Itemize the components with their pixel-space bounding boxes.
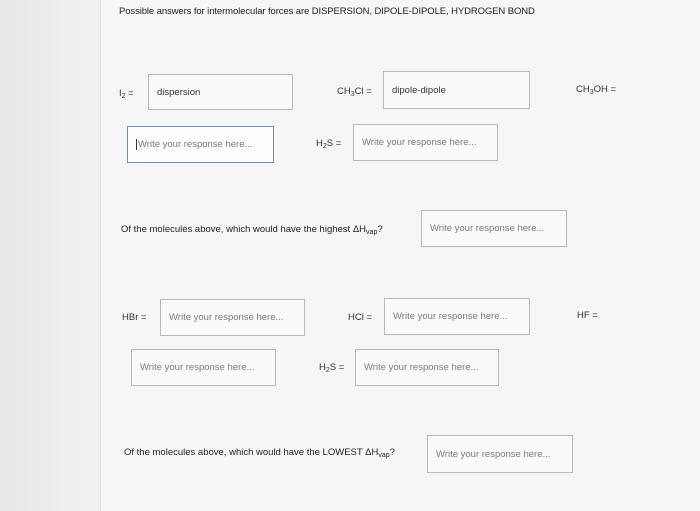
ch3cl-answer-field[interactable]: dipole-dipole [383, 71, 530, 109]
h2s-2-label: $H_2S$ = [319, 362, 345, 374]
i2-answer-field[interactable]: dispersion [148, 74, 293, 110]
hbr-answer-field[interactable]: Write your response here... [160, 299, 305, 336]
lowest-dhvap-answer-field[interactable]: Write your response here... [427, 435, 573, 473]
text-caret [136, 139, 137, 150]
hf-answer-field[interactable]: Write your response here... [131, 349, 276, 386]
h2s-answer-field[interactable]: Write your response here... [353, 124, 498, 161]
hcl-label: HCl = [348, 312, 373, 323]
hbr-label: HBr = [122, 312, 147, 323]
ch3oh-answer-field[interactable] [127, 126, 274, 163]
left-margin [0, 0, 100, 511]
hcl-answer-field[interactable]: Write your response here... [384, 298, 530, 335]
ch3oh-answer-placeholder: Write your response here... [138, 139, 253, 150]
instructions: Possible answers for intermolecular forces are DISPERSION, DIPOLE-DIPOLE, HYDROGEN BOND [119, 6, 535, 17]
ch3cl-label: $CH_3Cl$ = [337, 86, 372, 98]
highest-dhvap-answer-field[interactable]: Write your response here... [421, 210, 567, 247]
ch3oh-label: $CH_3OH$ = [576, 84, 617, 96]
h2s-label: $H_2S$ = [316, 138, 342, 150]
h2s-2-answer-field[interactable]: Write your response here... [355, 349, 499, 386]
lowest-dhvap-question: Of the molecules above, which would have the LOWEST $\Delta H_{vap}$? [124, 447, 395, 459]
hf-label: HF = [577, 310, 598, 321]
i2-label: $I_2$ = [119, 88, 134, 100]
highest-dhvap-question: Of the molecules above, which would have the highest $\Delta H_{vap}$? [121, 224, 383, 236]
